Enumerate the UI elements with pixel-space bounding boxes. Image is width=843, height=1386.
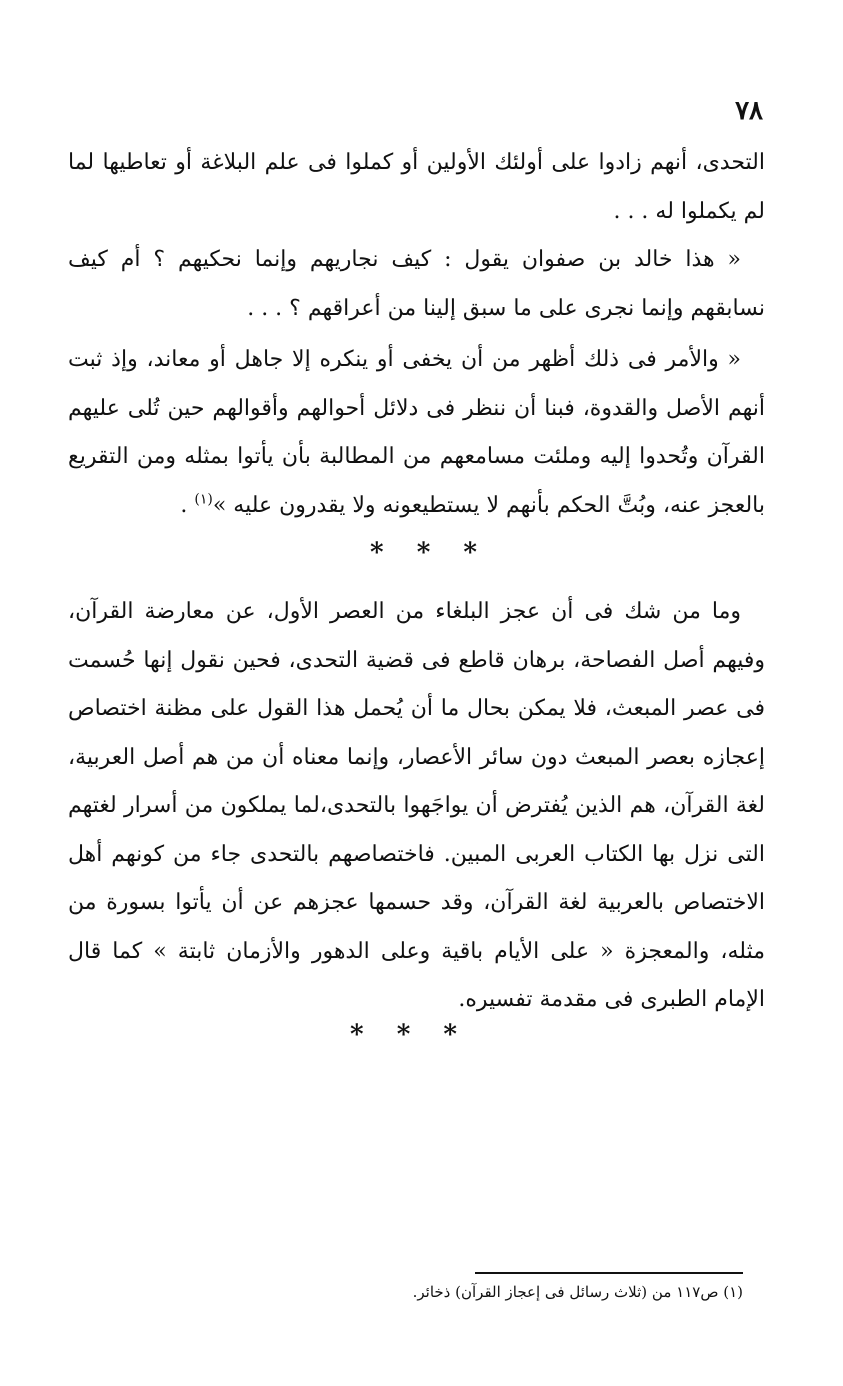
paragraph-text: التحدى، أنهم زادوا على أولئك الأولين أو كملوا فى علم البلاغة أو تعاطيها لما لم يكملوا له . . . bbox=[68, 150, 765, 224]
section-separator: * * * bbox=[370, 538, 489, 568]
paragraph-text: « هذا خالد بن صفوان يقول : كيف نجاريهم وإنما نحكيهم ؟ أم كيف نسابقهم وإنما نجرى على ما سبق إلينا من أعراقهم ؟ . . . bbox=[68, 247, 765, 321]
footnote: (١) ص١١٧ من (ثلاث رسائل فى إعجاز القرآن) ذخائر. bbox=[412, 1283, 743, 1301]
footnote-marker: (١) bbox=[194, 491, 213, 508]
paragraph-body: « والأمر فى ذلك أظهر من أن يخفى أو ينكره إلا جاهل أو معاند، وإذ ثبت أنهم الأصل والقدوة، فبنا أن ننظر فى دلائل أحوالهم وأقوالهم حين تُلى عليهم القرآن وتُحدوا إليه وملئت مسامعهم من المطالبة بأن يأتوا بمثله ومن التقريع بالعجز عنه، وبُتَّ الحكم بأنهم لا يستطيعونه ولا يقدرون عليه » bbox=[68, 347, 765, 518]
footnote-divider bbox=[475, 1272, 743, 1274]
page-number: ٧٨ bbox=[735, 96, 763, 126]
section-separator: * * * bbox=[350, 1020, 469, 1050]
paragraph-text bbox=[68, 336, 765, 530]
paragraph-tail: . bbox=[180, 492, 195, 518]
quote-proof-paragraph bbox=[68, 336, 765, 530]
conclusion-paragraph bbox=[68, 588, 765, 1025]
paragraph-continuation bbox=[68, 139, 765, 236]
quote-khalid-ibn-safwan bbox=[68, 236, 765, 333]
paragraph-text: وما من شك فى أن عجز البلغاء من العصر الأول، عن معارضة القرآن، وفيهم أصل الفصاحة، برهان قاطع فى قضية التحدى، فحين نقول إنها حُسمت فى عصر المبعث، فلا يمكن بحال ما أن يُحمل هذا القول على مظنة اختصاص إعجازه بعصر المبعث دون سائر الأعصار، وإنما معناه أن من هم أصل العربية، لغة القرآن، هم الذين يُفترض أن يواجَهوا بالتحدى،لما يملكون من أسرار لغتهم التى نزل بها الكتاب العربى المبين. فاختصاصهم بالتحدى جاء من كونهم أهل الاختصاص بالعربية لغة القرآن، وقد حسمها عجزهم عن أن يأتوا بسورة من مثله، والمعجزة « على الأيام باقية وعلى الدهور والأزمان ثابتة » كما قال الإمام الطبرى فى مقدمة تفسيره. bbox=[68, 599, 765, 1012]
